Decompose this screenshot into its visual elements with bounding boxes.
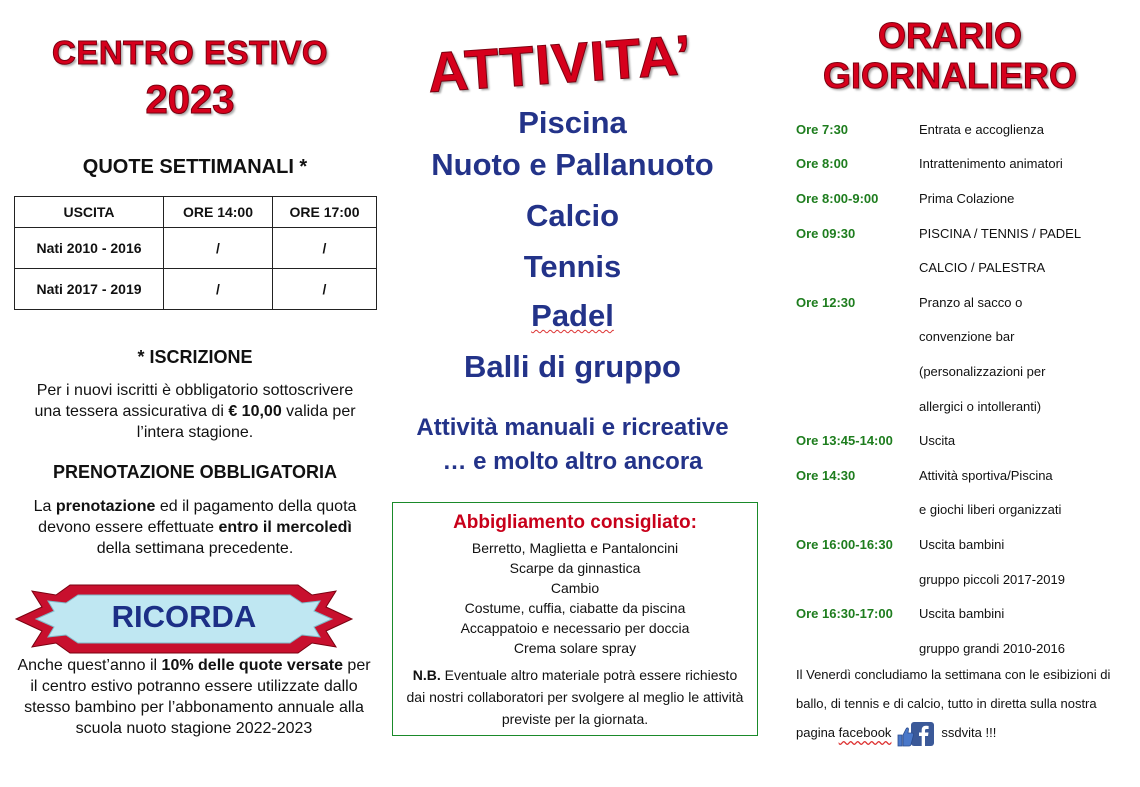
activity-item-label: Padel xyxy=(531,298,614,333)
clothing-box-title: Abbigliamento consigliato: xyxy=(453,512,697,533)
nb-note xyxy=(403,664,747,730)
schedule-row xyxy=(796,562,1126,597)
table-cell: / xyxy=(273,228,377,269)
table-header-cell: ORE 14:00 xyxy=(164,197,273,228)
schedule-row xyxy=(796,285,1126,320)
title-year: 2023 xyxy=(145,78,235,122)
activity-item: … e molto altro ancora xyxy=(442,448,703,475)
schedule-row xyxy=(796,423,1126,458)
schedule-desc: e giochi liberi organizzati xyxy=(919,502,1062,518)
quote-table xyxy=(14,196,377,310)
schedule-row xyxy=(796,493,1126,528)
iscrizione-text-part: Per i nuovi iscritti è obbligatorio sottoscrivere una tessera assicurativa di xyxy=(34,382,354,420)
schedule-desc: Prima Colazione xyxy=(919,190,1015,206)
pren-text-part: ed il pagamento della quota devono essere effettuate xyxy=(38,498,357,536)
list-item: Berretto, Maglietta e Pantaloncini xyxy=(471,540,679,556)
schedule-desc: Uscita bambini xyxy=(919,536,1005,552)
iscrizione-text-part: valida per l’intera stagione. xyxy=(136,403,356,441)
table-row xyxy=(15,228,377,269)
activity-item: Tennis xyxy=(523,249,622,284)
schedule-row xyxy=(796,250,1126,285)
table-row xyxy=(15,269,377,310)
list-item: Accappatoio e necessario per doccia xyxy=(460,620,690,636)
schedule-row xyxy=(796,320,1126,355)
schedule-time: Ore 09:30 xyxy=(796,225,856,241)
title-centro-estivo: CENTRO ESTIVO xyxy=(51,34,329,71)
schedule-time: Ore 7:30 xyxy=(796,121,849,137)
schedule-time: Ore 12:30 xyxy=(796,294,856,310)
footer-page-name: ssdvita !!! xyxy=(941,725,997,740)
schedule-time: Ore 8:00 xyxy=(796,156,849,172)
schedule-desc: Uscita xyxy=(919,433,956,449)
schedule-row xyxy=(796,216,1126,251)
nb-label: N.B. xyxy=(412,667,441,683)
schedule-time: Ore 16:00-16:30 xyxy=(796,536,893,552)
iscrizione-text xyxy=(30,380,360,443)
schedule-time: Ore 13:45-14:00 xyxy=(796,433,893,449)
iscrizione-heading: * ISCRIZIONE xyxy=(137,347,253,367)
ric-text-part: Anche quest’anno il xyxy=(17,657,162,674)
table-header-row xyxy=(15,197,377,228)
schedule-row xyxy=(796,389,1126,424)
schedule-desc: CALCIO / PALESTRA xyxy=(919,260,1046,276)
attivita-title: ATTIVITA’ xyxy=(425,22,695,105)
schedule-row xyxy=(796,596,1126,631)
schedule-desc: gruppo piccoli 2017-2019 xyxy=(919,571,1065,587)
activity-item xyxy=(380,298,765,334)
schedule-row xyxy=(796,458,1126,493)
orario-title xyxy=(780,16,1120,96)
schedule-row xyxy=(796,527,1126,562)
activity-item: Nuoto e Pallanuoto xyxy=(431,147,714,182)
footer-note xyxy=(796,660,1116,747)
ricorda-label: RICORDA xyxy=(111,599,257,634)
ric-bold-part: 10% delle quote versate xyxy=(161,657,343,674)
pren-text-part: della settimana precedente. xyxy=(96,540,294,557)
schedule-desc: (personalizzazioni per xyxy=(919,363,1046,379)
schedule-list xyxy=(796,112,1126,666)
table-cell: / xyxy=(273,269,377,310)
orario-title-line1: ORARIO xyxy=(878,15,1022,56)
schedule-row xyxy=(796,147,1126,182)
activity-item: Calcio xyxy=(525,198,620,233)
pren-bold-part: prenotazione xyxy=(55,498,156,515)
list-item: Crema solare spray xyxy=(513,640,637,656)
schedule-desc: convenzione bar xyxy=(919,329,1015,345)
pren-bold-part: entro il mercoledì xyxy=(218,519,352,536)
table-header-cell: USCITA xyxy=(15,197,164,228)
iscrizione-amount: € 10,00 xyxy=(228,403,282,420)
schedule-desc: Entrata e accoglienza xyxy=(919,121,1045,137)
orario-title-line2: GIORNALIERO xyxy=(822,55,1077,96)
activity-item: Piscina xyxy=(518,105,627,140)
ricorda-banner xyxy=(14,583,354,655)
activity-item: Balli di gruppo xyxy=(464,349,681,384)
facebook-link[interactable]: facebook xyxy=(838,725,892,740)
schedule-row xyxy=(796,181,1126,216)
clothing-box xyxy=(392,502,758,736)
schedule-time: Ore 8:00-9:00 xyxy=(796,190,879,206)
schedule-desc: PISCINA / TENNIS / PADEL xyxy=(919,225,1082,241)
table-cell: Nati 2010 - 2016 xyxy=(15,228,164,269)
list-item: Cambio xyxy=(550,580,600,596)
schedule-desc: allergici o intolleranti) xyxy=(919,398,1042,414)
activity-item: Attività manuali e ricreative xyxy=(416,414,729,441)
schedule-desc: Pranzo al sacco o xyxy=(919,294,1023,310)
ric-text-part: per il centro estivo potranno essere utilizzate dallo stesso bambino per l’abbonamento annuale alla scuola nuoto stagione 2022-2023 xyxy=(24,657,371,737)
table-header-cell: ORE 17:00 xyxy=(273,197,377,228)
schedule-desc: Intrattenimento animatori xyxy=(919,156,1063,172)
schedule-row xyxy=(796,112,1126,147)
facebook-like-icon xyxy=(897,721,935,747)
schedule-row xyxy=(796,354,1126,389)
schedule-desc: gruppo grandi 2010-2016 xyxy=(919,640,1066,656)
list-item: Costume, cuffia, ciabatte da piscina xyxy=(464,600,686,616)
list-item: Scarpe da ginnastica xyxy=(509,560,641,576)
attivita-title-wrap xyxy=(425,18,730,108)
schedule-time: Ore 16:30-17:00 xyxy=(796,606,893,622)
schedule-desc: Attività sportiva/Piscina xyxy=(919,467,1053,483)
nb-text: Eventuale altro materiale potrà essere richiesto dai nostri collaboratori per svolgere al meglio le attività previste per la giornata. xyxy=(406,667,744,727)
schedule-time: Ore 14:30 xyxy=(796,467,856,483)
prenotazione-heading: PRENOTAZIONE OBBLIGATORIA xyxy=(52,462,337,482)
ricorda-text xyxy=(14,655,374,739)
footer-text: Il Venerdì concludiamo la settimana con le esibizioni di ballo, di tennis e di calcio, tutto in diretta sulla nostra pagina xyxy=(796,667,1111,740)
table-cell: Nati 2017 - 2019 xyxy=(15,269,164,310)
quote-heading: QUOTE SETTIMANALI * xyxy=(82,156,308,178)
prenotazione-text xyxy=(30,496,360,559)
clothing-list xyxy=(393,538,757,658)
table-cell: / xyxy=(164,228,273,269)
table-cell: / xyxy=(164,269,273,310)
pren-text-part: La xyxy=(33,498,56,515)
schedule-desc: Uscita bambini xyxy=(919,606,1005,622)
